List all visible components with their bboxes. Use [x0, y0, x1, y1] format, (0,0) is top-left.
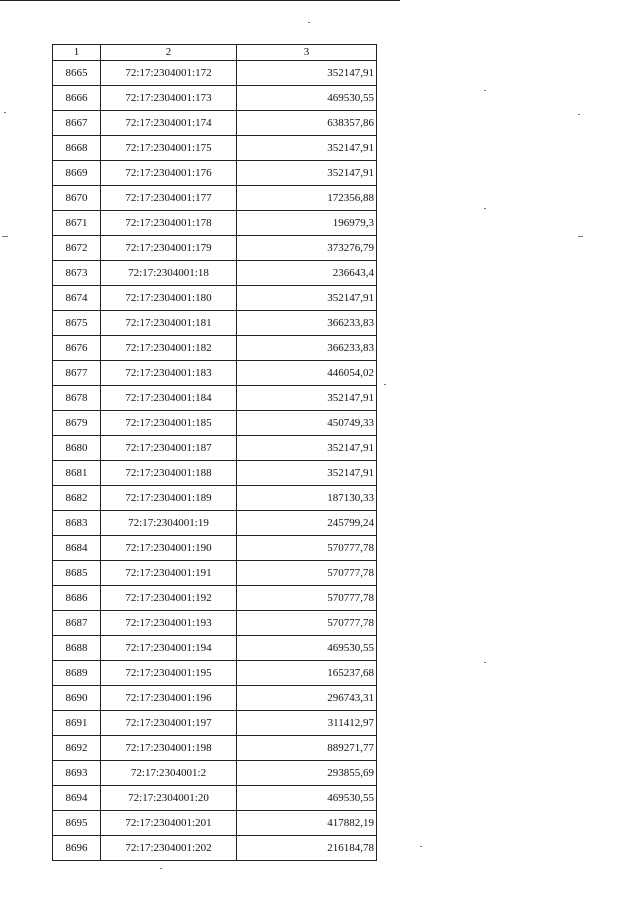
value: 638357,86 [237, 111, 377, 136]
table-row [53, 836, 377, 861]
scan-speck [2, 236, 8, 237]
cadastral-number: 72:17:2304001:195 [101, 661, 237, 686]
value: 352147,91 [237, 386, 377, 411]
cadastral-number: 72:17:2304001:181 [101, 311, 237, 336]
table-row [53, 686, 377, 711]
table-row [53, 86, 377, 111]
row-number: 8668 [53, 136, 101, 161]
value: 296743,31 [237, 686, 377, 711]
cadastral-number: 72:17:2304001:172 [101, 61, 237, 86]
scan-speck [160, 868, 162, 869]
table-row [53, 586, 377, 611]
cadastral-number: 72:17:2304001:187 [101, 436, 237, 461]
table-header [53, 45, 377, 61]
value: 352147,91 [237, 286, 377, 311]
table-row [53, 511, 377, 536]
table-row [53, 311, 377, 336]
value: 352147,91 [237, 436, 377, 461]
value: 570777,78 [237, 536, 377, 561]
value: 236643,4 [237, 261, 377, 286]
table-row [53, 736, 377, 761]
top-rule [0, 0, 400, 1]
row-number: 8689 [53, 661, 101, 686]
scan-speck [578, 114, 580, 115]
cadastral-number: 72:17:2304001:19 [101, 511, 237, 536]
row-number: 8692 [53, 736, 101, 761]
cadastral-number: 72:17:2304001:183 [101, 361, 237, 386]
row-number: 8683 [53, 511, 101, 536]
table-row [53, 486, 377, 511]
row-number: 8690 [53, 686, 101, 711]
header-col-3: 3 [237, 45, 377, 61]
table-row [53, 61, 377, 86]
table-row [53, 161, 377, 186]
row-number: 8691 [53, 711, 101, 736]
cadastral-number: 72:17:2304001:188 [101, 461, 237, 486]
value: 417882,19 [237, 811, 377, 836]
cadastral-number: 72:17:2304001:201 [101, 811, 237, 836]
value: 366233,83 [237, 311, 377, 336]
value: 165237,68 [237, 661, 377, 686]
row-number: 8674 [53, 286, 101, 311]
row-number: 8675 [53, 311, 101, 336]
scan-speck [384, 384, 386, 385]
table-row [53, 236, 377, 261]
table-row [53, 361, 377, 386]
table-row [53, 561, 377, 586]
header-col-2: 2 [101, 45, 237, 61]
cadastral-number: 72:17:2304001:174 [101, 111, 237, 136]
value: 352147,91 [237, 161, 377, 186]
table-row [53, 536, 377, 561]
value: 570777,78 [237, 561, 377, 586]
cadastral-number: 72:17:2304001:202 [101, 836, 237, 861]
value: 293855,69 [237, 761, 377, 786]
row-number: 8676 [53, 336, 101, 361]
table-row [53, 186, 377, 211]
row-number: 8679 [53, 411, 101, 436]
value: 311412,97 [237, 711, 377, 736]
cadastral-number: 72:17:2304001:176 [101, 161, 237, 186]
value: 469530,55 [237, 636, 377, 661]
scan-speck [4, 112, 6, 113]
cadastral-number: 72:17:2304001:182 [101, 336, 237, 361]
table-row [53, 661, 377, 686]
value: 469530,55 [237, 86, 377, 111]
value: 172356,88 [237, 186, 377, 211]
header-row [53, 45, 377, 61]
row-number: 8687 [53, 611, 101, 636]
row-number: 8680 [53, 436, 101, 461]
table-row [53, 711, 377, 736]
table-row [53, 636, 377, 661]
row-number: 8695 [53, 811, 101, 836]
cadastral-number: 72:17:2304001:192 [101, 586, 237, 611]
row-number: 8685 [53, 561, 101, 586]
row-number: 8688 [53, 636, 101, 661]
cadastral-number: 72:17:2304001:191 [101, 561, 237, 586]
row-number: 8694 [53, 786, 101, 811]
header-col-1: 1 [53, 45, 101, 61]
cadastral-table [52, 44, 377, 861]
cadastral-number: 72:17:2304001:198 [101, 736, 237, 761]
value: 446054,02 [237, 361, 377, 386]
value: 245799,24 [237, 511, 377, 536]
row-number: 8684 [53, 536, 101, 561]
scan-speck [484, 662, 486, 663]
row-number: 8671 [53, 211, 101, 236]
row-number: 8686 [53, 586, 101, 611]
table-row [53, 461, 377, 486]
cadastral-number: 72:17:2304001:180 [101, 286, 237, 311]
cadastral-number: 72:17:2304001:196 [101, 686, 237, 711]
row-number: 8693 [53, 761, 101, 786]
cadastral-number: 72:17:2304001:194 [101, 636, 237, 661]
value: 352147,91 [237, 136, 377, 161]
value: 352147,91 [237, 61, 377, 86]
row-number: 8681 [53, 461, 101, 486]
table-row [53, 761, 377, 786]
value: 366233,83 [237, 336, 377, 361]
value: 889271,77 [237, 736, 377, 761]
cadastral-number: 72:17:2304001:197 [101, 711, 237, 736]
value: 469530,55 [237, 786, 377, 811]
scan-speck [484, 90, 486, 91]
cadastral-number: 72:17:2304001:2 [101, 761, 237, 786]
value: 187130,33 [237, 486, 377, 511]
cadastral-number: 72:17:2304001:189 [101, 486, 237, 511]
row-number: 8665 [53, 61, 101, 86]
row-number: 8673 [53, 261, 101, 286]
cadastral-number: 72:17:2304001:173 [101, 86, 237, 111]
row-number: 8696 [53, 836, 101, 861]
table-row [53, 336, 377, 361]
value: 570777,78 [237, 586, 377, 611]
table-row [53, 411, 377, 436]
table-body [53, 61, 377, 861]
value: 216184,78 [237, 836, 377, 861]
row-number: 8682 [53, 486, 101, 511]
table-row [53, 111, 377, 136]
table-row [53, 286, 377, 311]
scan-speck [308, 22, 310, 23]
cadastral-number: 72:17:2304001:184 [101, 386, 237, 411]
row-number: 8672 [53, 236, 101, 261]
scan-speck [420, 846, 422, 847]
cadastral-number: 72:17:2304001:175 [101, 136, 237, 161]
table-row [53, 436, 377, 461]
cadastral-number: 72:17:2304001:193 [101, 611, 237, 636]
cadastral-number: 72:17:2304001:178 [101, 211, 237, 236]
row-number: 8677 [53, 361, 101, 386]
cadastral-number: 72:17:2304001:20 [101, 786, 237, 811]
row-number: 8666 [53, 86, 101, 111]
table-row [53, 386, 377, 411]
table-row [53, 786, 377, 811]
cadastral-number: 72:17:2304001:179 [101, 236, 237, 261]
value: 450749,33 [237, 411, 377, 436]
cadastral-number: 72:17:2304001:18 [101, 261, 237, 286]
table-row [53, 136, 377, 161]
cadastral-number: 72:17:2304001:185 [101, 411, 237, 436]
value: 196979,3 [237, 211, 377, 236]
cadastral-number: 72:17:2304001:190 [101, 536, 237, 561]
cadastral-number: 72:17:2304001:177 [101, 186, 237, 211]
value: 352147,91 [237, 461, 377, 486]
scan-speck [578, 236, 583, 237]
row-number: 8670 [53, 186, 101, 211]
row-number: 8678 [53, 386, 101, 411]
value: 373276,79 [237, 236, 377, 261]
table-row [53, 611, 377, 636]
row-number: 8667 [53, 111, 101, 136]
row-number: 8669 [53, 161, 101, 186]
table-row [53, 811, 377, 836]
scan-speck [484, 208, 486, 209]
table-row [53, 211, 377, 236]
value: 570777,78 [237, 611, 377, 636]
table-row [53, 261, 377, 286]
